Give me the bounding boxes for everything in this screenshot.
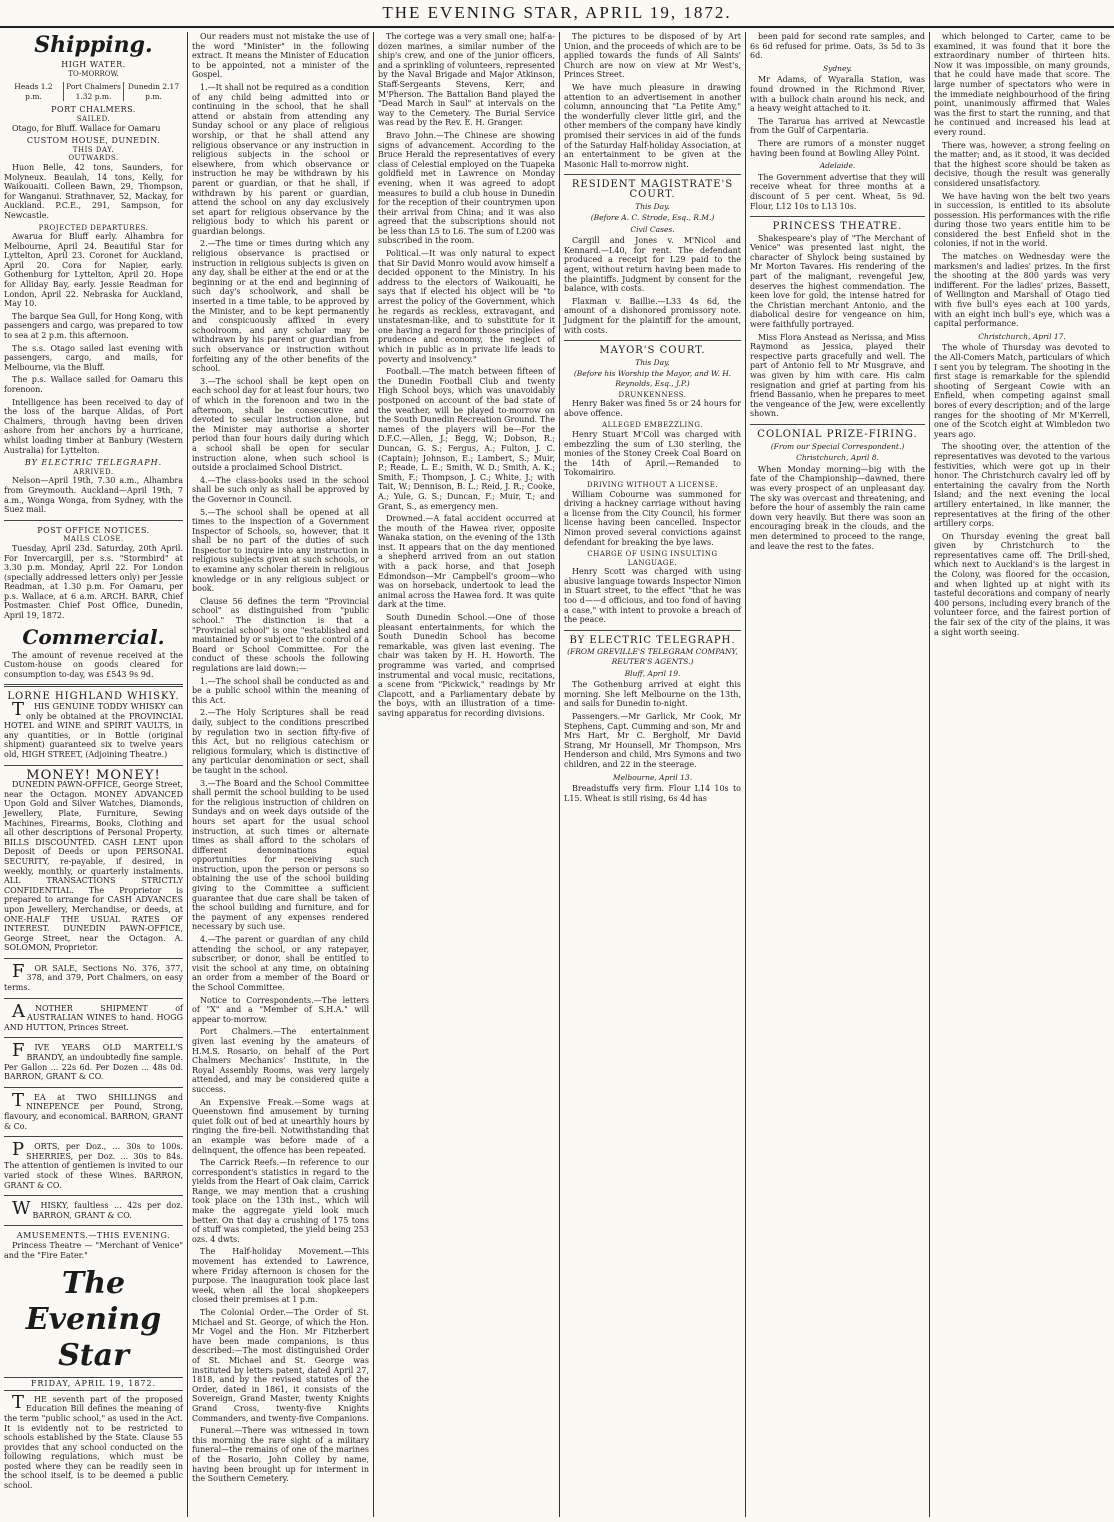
- prize-para: There was, however, a strong feeling on the matter; and, as it stood, it was decided that the highest score should be taken as decisive, though the result was generally considered unsatisfactory.: [934, 140, 1110, 188]
- melbourne-dateline: Melbourne, April 13.: [612, 772, 693, 782]
- resident-court-heading: RESIDENT MAGISTRATE'S COURT.: [571, 179, 734, 200]
- column-3: [374, 32, 560, 1517]
- christchurch-dateline-2: Christchurch, April 17.: [978, 331, 1066, 341]
- ad-wines-text: ANOTHER SHIPMENT of AUSTRALIAN WINES to hand. HOGG AND HUTTON, Princes Street.: [4, 1000, 183, 1032]
- hw-dunedin: Dunedin 2.17 p.m.: [127, 82, 180, 101]
- telegraph-para: The Gothenburg arrived at eight this morning. She left Melbourne on the 13th, and sails for Dunedin to-night.: [564, 680, 741, 709]
- hw-chalmers: Port Chalmers 1.32 p.m.: [64, 82, 124, 101]
- mayor-court-heading: MAYOR'S COURT.: [599, 345, 706, 357]
- amusements-text: Princess Theatre — "Merchant of Venice" and the "Fire Eater.": [4, 1240, 183, 1260]
- arrived-text: Nelson—April 19th, 7.30 a.m., Alhambra from Greymouth. Auckland—April 19th, 7 a.m., Wonga Wonga, from Sydney, with the Suez mail.: [4, 476, 183, 515]
- sydney-dateline: Sydney.: [822, 63, 853, 73]
- article-para: The Half-holiday Movement.—This movement has extended to Lawrence, where Friday afternoon is chosen for the purpose. The inauguration took place last week, when all the local shopkeepers closed their premises at 1 p.m.: [192, 1247, 369, 1305]
- court-para: Henry Scott was charged with using abusive language towards Inspector Nimon in Stuart street, to the effect "that he was too d——d officious, and too fond of having a case," with intent to provoke a breach of the peace.: [564, 567, 741, 625]
- ad-whisky-text: THIS GENUINE TODDY WHISKY can only be obtained at the PROVINCIAL HOTEL and WINE and SPIRIT VAULTS, in any quantities, or in Bottle (original shipment) guaranteed six to twelve years old, HIGH STREET, (Adjoining Theatre.): [4, 699, 183, 759]
- evening-star-heading: The Evening Star: [25, 1266, 162, 1374]
- mails-text: Tuesday, April 23d. Saturday, 20th April. For Invercargill, per s.s. "Stormbird" at 3.30 p.m. Monday, April 22. For London (specially addressed letters only) per Jessie Readman, at 1.30 p.m. For Oamaru, per p.s. Wallace, at 6 a.m. ARCH. BARR, Chief Postmaster. Chief Post Office, Dunedin, April 19, 1872.: [4, 543, 183, 621]
- article-para: 3.—The Board and the School Committee shall permit the school building to be used for the religious instruction of children on Sundays and on week days outside of the hours set apart for the usual school instruction, at such times or alternate times as shall afford to the scholars of different denominations equal opportunities for receiving such instruction, upon the person or persons so obtaining the use of the school building giving to the Committee a sufficient guarantee that due care shall be taken of the school building and furniture, and for the payment of any expenses rendered necessary by such use.: [192, 778, 369, 932]
- article-para: Notice to Correspondents.—The letters of "X" and a "Member of S.H.A." will appear to-morrow.: [192, 995, 369, 1024]
- shipping-heading: Shipping.: [34, 32, 153, 58]
- court-para: Cargill and Jones v. M'Nicol and Kennard.—L40, for rent. The defendant produced a receipt for L29 paid to the agent, without return having been made to the plaintiffs. Judgment by consent for the balance, with costs.: [564, 236, 741, 294]
- revenue-text: The amount of revenue received at the Custom-house on goods cleared for consumption to-day, was £543 9s 9d.: [4, 650, 183, 679]
- prize-firing-heading: COLONIAL PRIZE-FIRING.: [757, 428, 918, 440]
- divider: [564, 630, 741, 631]
- hw-heads: Heads 1.2 p.m.: [4, 82, 64, 101]
- divider: [4, 520, 183, 521]
- drunk-label: DRUNKENNESS.: [618, 390, 687, 399]
- article-para: Drowned.—A fatal accident occurred at the mouth of the Hawea river, opposite Wanaka station, on the evening of the 13th inst. It appears that on the day mentioned a shepherd arrived from an out station with a pack horse, and that Joseph Edmondson—Mr Campbell's groom—who was on horseback, undertook to lead the animal across the Hawea ford. It was quite dark at the time.: [378, 514, 555, 610]
- article-para: The cortege was a very small one; half-a-dozen marines, a similar number of the ship's crew, and one of the junior officers, and a sprinkling of volunteers, represented by the Naval Brigade and Major Atkinson, Staff-Sergeants Stevens, Kerr, and M'Pherson. The Battalion Band played the "Dead March in Saul" at intervals on the way to the Cemetery. The Burial Service was read by the Rev. E. H. Granger.: [378, 32, 555, 128]
- to-morrow-label: TO-MORROW.: [68, 69, 119, 78]
- divider: [4, 1225, 183, 1226]
- projected-label: PROJECTED DEPARTURES.: [38, 223, 149, 232]
- telegraph-sub: (FROM GREVILLE'S TELEGRAM COMPANY, REUTER'S AGENTS.): [567, 647, 738, 667]
- sailed-text: Otago, for Bluff. Wallace for Oamaru: [12, 123, 161, 133]
- court-para: Flaxman v. Baillie.—L33 4s 6d, the amount of a dishonored promissory note. Judgment for the plaintiff for the amount, with costs.: [564, 296, 741, 335]
- article-para: South Dunedin School.—One of those pleasant entertainments, for which the South Dunedin School has become remarkable, was given last evening. The chair was taken by H. H. Howorth. The programme was varied, and comprised instrumental and vocal music, recitations, a scene from "Pickwick," readings by Mr Clapcott, and a Parliamentary debate by the boys, with an illustration of a time-saving apparatus for recording divisions.: [378, 613, 555, 718]
- court-para: William Cobourne was summoned for driving a hackney carriage without having a license from the City Council, his former license having been cancelled. Inspector Nimon proved several convictions against defendant for breaking the bye laws.: [564, 489, 741, 547]
- divider: [564, 174, 741, 175]
- outwards-label: OUTWARDS.: [68, 154, 119, 163]
- column-1: [0, 32, 188, 1517]
- prize-firing-sub: (From our Special Correspondent.): [770, 441, 905, 451]
- ad-sale-text: FOR SALE, Sections No. 376, 377, 378, and 379, Port Chalmers, on easy terms.: [4, 960, 183, 993]
- divider: [4, 1037, 183, 1038]
- post-office-title: POST OFFICE NOTICES.: [37, 525, 150, 535]
- column-5: [746, 32, 930, 1517]
- ad-money-title: MONEY! MONEY!: [26, 767, 161, 783]
- court-para: Henry Stuart M'Coll was charged with embezzling the sum of L30 sterling, the monies of the Stoney Creek Coal Board on the 14th of April.—Remanded to Tokomairiro.: [564, 429, 741, 478]
- divider: [4, 958, 183, 959]
- ad-money-text: DUNEDIN PAWN-OFFICE, George Street, near the Octagon. MONEY ADVANCED Upon Gold and Silver Watches, Diamonds, Jewellery, Plate, Furniture, Sewing Machines, Firearms, Books, Clothing and all other descriptions of Personal Property. BILLS DISCOUNTED. CASH LENT upon Deposit of Deeds or upon PERSONAL SECURITY, re-payable, if desired, in weekly, monthly, or quarterly instalments. ALL TRANSACTIONS STRICTLY CONFIDENTIAL. The Proprietor is prepared to arrange for CASH ADVANCES upon Jewellery, Merchandise, or deeds, at ONE-HALF THE USUAL RATES OF INTEREST. DUNEDIN PAWN-OFFICE, George Street, near the Octagon. A. SOLOMON, Proprietor.: [4, 780, 183, 953]
- mails-close-label: MAILS CLOSE.: [63, 535, 124, 544]
- date-line: FRIDAY, APRIL 19, 1872.: [4, 1377, 183, 1391]
- christchurch-dateline: Christchurch, April 8.: [796, 453, 879, 463]
- telegraph-para: There are rumors of a monster nugget having been found at Bowling Alley Point.: [750, 138, 925, 158]
- theatre-para: Shakespeare's play of "The Merchant of Venice" was presented last night, the character of Shylock being sustained by Mr Morton Tavares. His rendering of the part of the malignant, revengeful Jew, deserves the highest commendation. The keen love for gold, the intense hatred for the Christian merchant Antonio, and the diabolical desire for vengeance on him, were faithfully portrayed.: [750, 233, 925, 330]
- prize-para: We have having won the belt two years in succession, is entitled to its absolute possession. His performances with the rifle during those two years entitle him to be considered the best Enfield shot in the colonies, if not in the world.: [934, 191, 1110, 249]
- divider: [4, 684, 183, 687]
- prize-para: When Monday morning—big with the fate of the Championship—dawned, there was every prospect of an unpleasant day. The sky was overcast and threatening, and before the hour of assembly the rain came down very heavily. But there was soon an encouraging break in the clouds, and the men determined to proceed to the range, and leave the rest to the fates.: [750, 464, 925, 551]
- telegraph-heading: BY ELECTRIC TELEGRAPH.: [24, 458, 163, 468]
- divider: [564, 340, 741, 341]
- article-para: Bravo John.—The Chinese are showing signs of advancement. According to the Bruce Herald the representatives of every class of Celestial employed on the Tuapeka goldfield met in Lawrence on Monday evening, when it was agreed to adopt measures to build a club house in Dunedin for the reception of their countrymen upon their arrival from China; and it was also agreed that the subscriptions should not be less than L5 to L6. The sum of L200 was subscribed in the room.: [378, 130, 555, 246]
- telegraph-para: Breadstuffs very firm. Flour L14 10s to L15. Wheat is still rising, 6s 4d has: [564, 784, 741, 803]
- resident-day: This Day.: [635, 201, 670, 211]
- prize-para: On Thursday evening the great ball given by Christchurch to the representatives came off. The Drill-shed, which next to Auckland's is the largest in the Colony, was floored for the occasion, and when lighted up at night with its tasteful decorations and company of nearly 400 persons, including every branch of the volunteer force, and the fairest portion of the fair sex of the city of the plains, it was a sight worth seeing.: [934, 531, 1110, 637]
- port-chalmers-title: PORT CHALMERS.: [51, 105, 136, 115]
- high-water-table: [4, 82, 183, 101]
- article-para: 1.—The school shall be conducted as and be a public school within the meaning of this Act.: [192, 676, 369, 705]
- article-para: 1.—It shall not be required as a condition of any child being admitted into or continuing in the school, that he shall attend or abstain from attending any Sunday school or any place of religious worship, or that he shall attend any religious observance or any instruction in religious subjects in the school or elsewhere, from which observance or instruction he may be withdrawn by his parent or guardian, or that he shall, if withdrawn by his parent or guardian, attend the school on any day exclusively set apart for religious observance by the religious body to which his parent or guardian belongs.: [192, 82, 369, 236]
- commercial-heading: Commercial.: [22, 624, 165, 649]
- article-para: 2.—The Holy Scriptures shall be read daily, subject to the conditions prescribed by regulation two in section fifty-five of this Act, but no religious catechism or religious formulary, which is distinctive of any particular denomination or sect, shall be taught in the school.: [192, 708, 369, 775]
- article-para: 3.—The school shall be kept open on each school day for at least four hours, two of which in the forenoon and two in the afternoon, shall be consecutive and devoted to secular instruction alone, but the Minister may authorise a shorter period than four hours daily during which a school shall be open for secular instruction alone, when such school is outside a proclaimed School District.: [192, 376, 369, 473]
- telegraph-heading-2: BY ELECTRIC TELEGRAPH.: [569, 634, 736, 646]
- divider: [4, 765, 183, 766]
- article-para: Football.—The match between fifteen of the Dunedin Football Club and twenty High School boys, which was unavoidably postponed on account of the bad state of the weather, will be played to-morrow on the South Dunedin Recreation Ground. The names of the players will be—For the D.F.C.—Allen, J.; Begg, W.; Dobson, R.; Duncan, G. S.; Fergus, A.; Fulton, J. C. (Captain); Johnson, E.; Lambert, S.; Muir, P.; Reade, L. E.; Smith, W. D.; Smith, A. K.; Smith, F.; Thompson, J. C.; White, J.; with Tait, W.; Dennison, B. L.; Reid, J. R.; Cooke, A.; Yule, G. S.; Duncan, F.; Muir, T.; and Grant, S., as emergency men.: [378, 367, 555, 511]
- article-para: Funeral.—There was witnessed in town this morning the rare sight of a military funeral—the remains of one of the marines of the Rosario, John Colley by name, having been brought up for interment in the Southern Cemetery.: [192, 1426, 369, 1484]
- this-day-label: THIS DAY.: [72, 145, 115, 154]
- ad-brandy-text: FIVE YEARS OLD MARTELL'S BRANDY, an undoubtedly fine sample. Per Gallon ... 22s 6d. Per Dozen ... 48s 0d. BARRON, GRANT & CO.: [4, 1040, 183, 1082]
- column-4: [560, 32, 746, 1517]
- article-para: 5.—The school shall be opened at all times to the inspection of a Government Inspector of Schools, so, however, that it shall be no part of the duties of such Inspector to inquire into any instruction in religious subjects given at such schools, or to examine any scholar therein in religious knowledge or in any religious subject or book.: [192, 507, 369, 594]
- mayor-day: This Day.: [635, 357, 670, 367]
- divider: [750, 216, 925, 217]
- article-para: An Expensive Freak.—Some wags at Queenstown find amusement by turning quiet folk out of bed at unearthly hours by ringing the fire-bell. Notwithstanding that an example was before made of a delinquent, the offence has been repeated.: [192, 1097, 369, 1155]
- adelaide-dateline: Adelaide.: [819, 161, 856, 171]
- ad-whisky2-text: WHISKY, faultless ... 42s per doz. BARRON, GRANT & CO.: [12, 1198, 183, 1220]
- column-2: [188, 32, 374, 1517]
- outwards-text: Huon Belle, 42 tons, Saunders, for Molyneux. Beaulah, 14 tons, Kelly, for Waikouaiti. Colleen Bawn, 29, Thompson, for Wanganui. Strathnaver, 52, Mackay, for Auckland. P.C.E., 291, Sampson, for Newcastle.: [4, 162, 183, 220]
- amusements-title: AMUSEMENTS.—THIS EVENING.: [16, 1231, 171, 1241]
- bluff-dateline: Bluff, April 19.: [624, 668, 681, 678]
- civil-label: Civil Cases.: [630, 224, 675, 234]
- insult-label: CHARGE OF USING INSULTING LANGUAGE.: [587, 550, 718, 567]
- shipping-para-1: The barque Sea Gull, for Hong Kong, with passengers and cargo, was prepared to tow to sea at 2 p.m. this afternoon.: [4, 311, 183, 341]
- projected-text: Awarua for Bluff early. Alhambra for Melbourne, April 24. Beautiful Star for Lyttelton, April 23. Coronet for Auckland, April 20. Cora for Napier, early. Gothenburg for Lyttelton, April 20. Hope for Alliday Bay, early. Jessie Readman for London, April 22. Nebraska for Auckland, May 10.: [4, 232, 183, 309]
- article-para: The Colonial Order.—The Order of St. Michael and St. George, of which the Hon. Mr Vogel and the Hon. Mr Fitzherbert have been made companions, is thus described:—The most distinguished Order of St. Michael and St. George was instituted by letters patent, dated April 27, 1818, and by the revised statutes of the Order, dated in 1861, it consists of the Sovereign, Grand Master, twenty Knights Grand Cross, twenty-five Knights Commanders, and twenty-five Companions.: [192, 1308, 369, 1423]
- leader-text: THE seventh part of the proposed Education Bill defines the meaning of the term "public school," as used in the Act. It is evidently not to be restricted to schools established by the State. Clause 55 provides that any school conducted on the following regulations, which must be posted where they can be readily seen in the school itself, is to be deemed a public school.: [4, 1391, 183, 1491]
- telegraph-para: The Tararua has arrived at Newcastle from the Gulf of Carpentaria.: [750, 116, 925, 136]
- article-para: Political.—It was only natural to expect that Sir David Monro would avow himself a decided opponent to the Ministry. In his address to the electors of Waikouaiti, he says that if elected his object will be "to arrest the policy of the Government, which he regards as reckless, extravagant, and unstatesman-like, and to substitute for it one having a regard for those principles of prudence and economy, the neglect of which in public as in private life leads to poverty and insolvency.": [378, 249, 555, 364]
- telegraph-para: Passengers.—Mr Garlick, Mr Cook, Mr Stephens, Capt. Cumming and son, Mr and Mrs Hart, Mr C. Bergholf, Mr David Strang, Mr Hounsell, Mr Thompson, Mrs Henderson and child, Mrs Symons and two children, and 22 in the steerage.: [564, 712, 741, 769]
- customs-title: CUSTOM HOUSE, DUNEDIN.: [26, 136, 161, 146]
- ad-ports-text: PORTS, per Doz., ... 30s to 100s. SHERRIES, per Doz. ... 30s to 84s. The attention of gentlemen is invited to our varied stock of these Wines. BARRON, GRANT & CO.: [4, 1139, 183, 1190]
- prize-para: The whole of Thursday was devoted to the All-Comers Match, particulars of which I sent you by telegram. The shooting in the first stage is remarkable for the splendid shooting of Sergeant Cowie with an Enfield, when competing against small bores of every description; and of the large ranges for the shooting of Mr M'Kerrell, one of the Scotch eight at Wimbledon two years ago.: [934, 343, 1110, 439]
- article-para: 2.—The time or times during which any religious observance is practised or instruction in religious subjects is given on any day, shall be either at the end or at the beginning or at the end and beginning of such day's schoolwork, and shall be inserted in a time table, to be approved by the Minister, and to be kept permanently and conspicuously affixed in every schoolroom, and any scholar may be withdrawn by his parent or guardian from such observance or instruction without forfeiting any of the other benefits of the school.: [192, 239, 369, 374]
- article-para: We have much pleasure in drawing attention to an advertisement in another column, announcing that "La Petite Amy," the wonderfully clever little girl, and the other members of the company have kindly promised their services in aid of the funds of the Saturday Half-holiday Association, at an entertainment to be given at the Masonic Hall to-morrow night.: [564, 82, 741, 169]
- shipping-para-2: The s.s. Otago sailed last evening with passengers, cargo, and mails, for Melbourne, via the Bluff.: [4, 343, 183, 372]
- shipping-para-4: Intelligence has been received to day of the loss of the barque Alidas, of Port Chalmers, through having been driven ashore from her anchors by a hurricane, whilst loading timber at Banbury (Western Australia) for Lyttelton.: [4, 397, 183, 455]
- shipping-para-3: The p.s. Wallace sailed for Oamaru this forenoon.: [4, 375, 183, 394]
- telegraph-para: been paid for second rate samples, and 6s 6d refused for prime. Oats, 3s 5d to 3s 6d.: [750, 32, 925, 61]
- divider: [4, 1136, 183, 1137]
- embezzle-label: ALLEGED EMBEZZLING.: [602, 421, 703, 430]
- prize-para: which belonged to Carter, came to be examined, it was found that it bore the extraordinary number of thirteen hits. Now it was impossible, on many grounds, that he could have made that score. The large number of spectators who were in the immediate neighbourhood of the firing point, unanimously affirmed that Wales was the first to start the running, and that he continued and increased his lead at every round.: [934, 32, 1110, 137]
- masthead: [0, 0, 1114, 28]
- column-6: [930, 32, 1114, 1517]
- sailed-label: SAILED.: [76, 114, 111, 123]
- divider: [4, 1087, 183, 1088]
- article-para: Our readers must not mistake the use of the word "Minister" in the following extract. It means the Minister of Education to be appointed, not a minister of the Gospel.: [192, 32, 369, 80]
- divider: [4, 1195, 183, 1196]
- article-para: 4.—The class-books used in the school shall be such only as shall be approved by the Governor in Council.: [192, 475, 369, 504]
- article-para: The pictures to be disposed of by Art Union, and the proceeds of which are to be applied towards the funds of All Saints' Church are now on view at Mr West's, Princes Street.: [564, 32, 741, 80]
- prize-para: The shooting over, the attention of the representatives was devoted to the various festivities, which were got up in their honor. The Christchurch cavalry led off by entertaining the cavalry from the North Island; and the next evening the local artillery entertained, in like manner, the representatives at the firing of the other artillery corps.: [934, 442, 1110, 529]
- divider: [750, 424, 925, 425]
- article-para: 4.—The parent or guardian of any child attending the school, or any ratepayer, subscriber, or donor, shall be entitled to visit the school at any time, on obtaining an order from a member of the Board or the School Committee.: [192, 935, 369, 992]
- theatre-heading: PRINCESS THEATRE.: [772, 221, 903, 233]
- telegraph-para: Mr Adams, of Wyaralla Station, was found drowned in the Richmond River, with a bullock chain around his neck, and a heavy weight attached to it.: [750, 75, 925, 114]
- mayor-before: (Before his Worship the Mayor, and W. H. Reynolds, Esq., J.P.): [573, 369, 732, 388]
- divider: [4, 998, 183, 999]
- ad-whisky-title: LORNE HIGHLAND WHISKY.: [7, 691, 180, 703]
- telegraph-para: The Government advertise that they will receive wheat for three months at a discount of 5 per cent. Wheat, 5s 9d. Flour, L12 10s to L13 10s.: [750, 172, 925, 211]
- article-para: Port Chalmers.—The entertainment given last evening by the amateurs of H.M.S. Rosario, on behalf of the Port Chalmers Mechanics' Institute, in the Royal Assembly Rooms, was very largely attended, and may be considered quite a success.: [192, 1027, 369, 1094]
- court-para: Henry Baker was fined 5s or 24 hours for above offence.: [564, 399, 741, 418]
- high-water-title: HIGH WATER.: [61, 60, 126, 69]
- resident-before: (Before A. C. Strode, Esq., R.M.): [590, 213, 715, 223]
- prize-para: The matches on Wednesday were the marksmen's and ladies' prizes. In the first the shooting at the 800 yards was very indifferent. For the ladies' prizes, Bassett, of Wellington and Marshall of Otago tied with five bull's eyes each at 100 yards, with an eight inch bull's eye, which was a capital performance.: [934, 252, 1110, 329]
- license-label: DRIVING WITHOUT A LICENSE.: [586, 480, 719, 489]
- masthead-title: THE EVENING STAR, APRIL 19, 1872.: [382, 3, 732, 22]
- arrived-label: ARRIVED.: [73, 467, 114, 476]
- ad-tea-text: TEA at TWO SHILLINGS and NINEPENCE per Pound, Strong, flavoury, and economical. BARRON, GRANT & Co.: [4, 1089, 183, 1131]
- article-para: Clause 56 defines the term "Provincial school" as distinguished from "public school." The distinction is that a "Provincial school" is one "established and maintained by or subject to the control of a Board or School Committee. For the conduct of these schools the following regulations are laid down:—: [192, 596, 369, 673]
- article-para: The Carrick Reefs.—In reference to our correspondent's statistics in regard to the yields from the Heart of Oak claim, Carrick Range, we may mention that a crushing took place on the 13th inst., which will make the aggregate yield look much better. On that day a crushing of 175 tons of stuff was completed, the yield being 253 ozs. 4 dwts.: [192, 1158, 369, 1244]
- theatre-para: Miss Flora Anstead as Nerissa, and Miss Raymond as Jessica, played their respective parts gracefully and well. The part of Antonio fell to Mr Musgrave, and was given by him with care. His calm resignation and grief at parting from his friend Bassanio, when he prepares to meet the vengeance of the Jew, were excellently shown.: [750, 332, 925, 419]
